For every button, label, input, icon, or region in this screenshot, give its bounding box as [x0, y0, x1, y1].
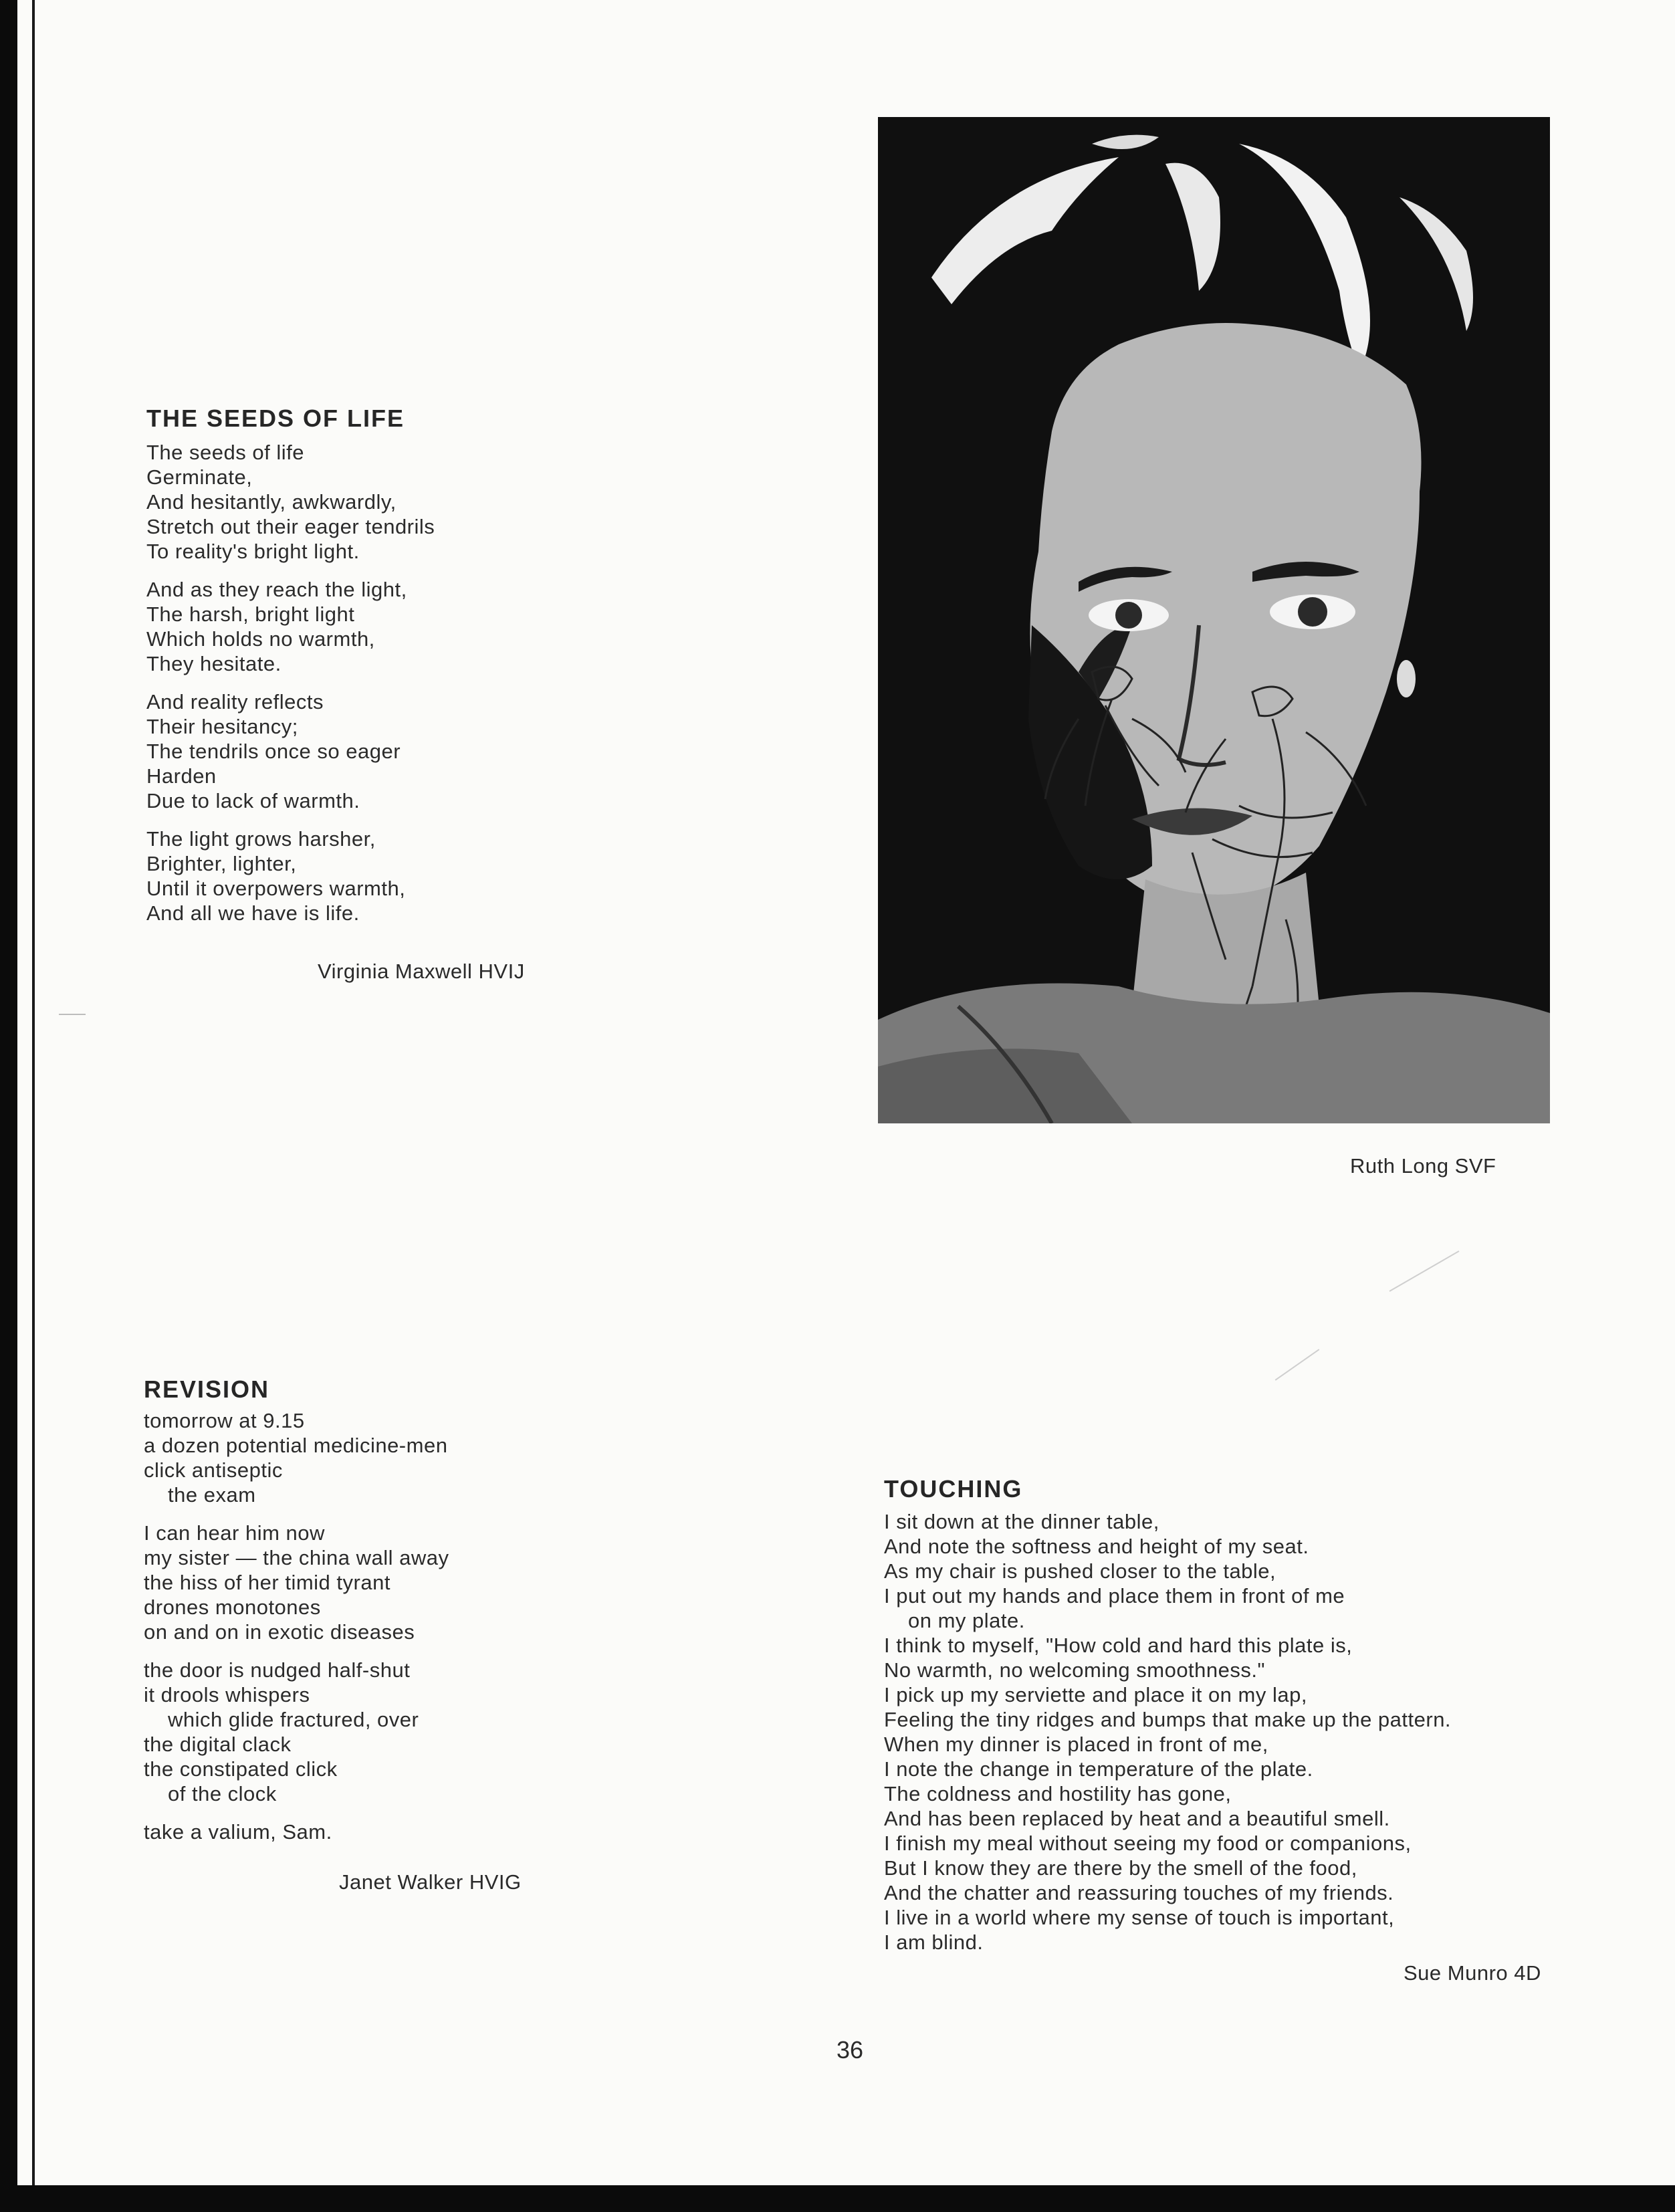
scan-mark: [1389, 1250, 1460, 1292]
poem-title: REVISION: [144, 1375, 270, 1403]
poem-line: the exam: [168, 1483, 256, 1507]
scan-mark: [1275, 1349, 1320, 1381]
poem-line: And note the softness and height of my seat.: [884, 1535, 1309, 1558]
poem-stanza: [884, 1509, 1451, 1955]
poem-line: The harsh, bright light: [146, 602, 355, 626]
poem-stanza: [146, 577, 435, 676]
poem-line: on my plate.: [908, 1609, 1025, 1632]
poem-line: Their hesitancy;: [146, 715, 298, 738]
page-edge-bottom: [0, 2185, 1675, 2212]
poem-line: And has been replaced by heat and a beautiful smell.: [884, 1807, 1390, 1830]
poem-line: of the clock: [168, 1782, 277, 1805]
poem-line: I finish my meal without seeing my food or companions,: [884, 1832, 1412, 1855]
poem-stanza: [146, 440, 435, 564]
poem-revision: [144, 1375, 449, 1844]
poem-line: Germinate,: [146, 465, 253, 489]
poem-line: As my chair is pushed closer to the table,: [884, 1559, 1276, 1583]
poem-line: I can hear him now: [144, 1521, 325, 1545]
poem-line: The tendrils once so eager: [146, 740, 401, 763]
poem-stanza: [146, 689, 435, 813]
poem-line: Brighter, lighter,: [146, 852, 297, 875]
poem-author: Sue Munro 4D: [1404, 1961, 1541, 1985]
poem-line: The seeds of life: [146, 441, 304, 464]
poem-touching: [884, 1474, 1451, 1955]
poem-line: the door is nudged half-shut: [144, 1658, 411, 1682]
poem-line: I live in a world where my sense of touch is important,: [884, 1906, 1395, 1929]
poem-stanza: [144, 1408, 449, 1507]
poem-seeds-of-life: [146, 404, 435, 925]
poem-line: take a valium, Sam.: [144, 1820, 332, 1844]
poem-line: click antiseptic: [144, 1458, 283, 1482]
artwork-credit: Ruth Long SVF: [1350, 1154, 1496, 1178]
poem-line: the hiss of her timid tyrant: [144, 1571, 390, 1594]
poem-line: And reality reflects: [146, 690, 324, 713]
poem-line: tomorrow at 9.15: [144, 1409, 305, 1432]
poem-line: No warmth, no welcoming smoothness.": [884, 1658, 1266, 1682]
poem-line: To reality's bright light.: [146, 540, 360, 563]
poem-line: The coldness and hostility has gone,: [884, 1782, 1232, 1805]
poem-line: Until it overpowers warmth,: [146, 877, 406, 900]
poem-line: Feeling the tiny ridges and bumps that make up the pattern.: [884, 1708, 1452, 1731]
poem-title: TOUCHING: [884, 1475, 1023, 1503]
poem-line: Harden: [146, 764, 217, 788]
scan-mark: [59, 1014, 86, 1015]
page-edge-left: [0, 0, 17, 2212]
poem-stanza: [146, 826, 435, 925]
poem-line: I put out my hands and place them in front of me: [884, 1584, 1345, 1608]
poem-line: I pick up my serviette and place it on my lap,: [884, 1683, 1307, 1706]
poem-line: And as they reach the light,: [146, 578, 407, 601]
poem-line: I think to myself, "How cold and hard this plate is,: [884, 1634, 1353, 1657]
poem-line: And all we have is life.: [146, 901, 360, 925]
poem-line: drones monotones: [144, 1595, 321, 1619]
poem-line: But I know they are there by the smell of the food,: [884, 1856, 1357, 1880]
poem-line: on and on in exotic diseases: [144, 1620, 415, 1644]
poem-line: I sit down at the dinner table,: [884, 1510, 1159, 1533]
portrait-illustration: [878, 117, 1550, 1123]
page-number: 36: [836, 2036, 864, 2064]
page-edge-rule: [32, 0, 35, 2212]
poem-line: which glide fractured, over: [168, 1708, 419, 1731]
poem-line: They hesitate.: [146, 652, 282, 675]
poem-author: Janet Walker HVIG: [339, 1870, 522, 1894]
poem-line: Which holds no warmth,: [146, 627, 375, 651]
poem-line: The light grows harsher,: [146, 827, 376, 851]
poem-stanza: [144, 1658, 449, 1806]
poem-line: the digital clack: [144, 1733, 292, 1756]
poem-line: When my dinner is placed in front of me,: [884, 1733, 1268, 1756]
poem-line: it drools whispers: [144, 1683, 310, 1706]
poem-stanza: [144, 1819, 449, 1844]
poem-line: And the chatter and reassuring touches of my friends.: [884, 1881, 1394, 1904]
poem-line: I note the change in temperature of the plate.: [884, 1757, 1313, 1781]
poem-line: a dozen potential medicine-men: [144, 1434, 448, 1457]
poem-line: And hesitantly, awkwardly,: [146, 490, 397, 514]
poem-line: I am blind.: [884, 1930, 984, 1954]
poem-author: Virginia Maxwell HVIJ: [318, 960, 525, 983]
poem-line: the constipated click: [144, 1757, 338, 1781]
poem-line: Stretch out their eager tendrils: [146, 515, 435, 538]
artwork-portrait: [878, 117, 1550, 1123]
poem-stanza: [144, 1521, 449, 1644]
poem-title: THE SEEDS OF LIFE: [146, 405, 405, 432]
poem-line: Due to lack of warmth.: [146, 789, 360, 812]
poem-line: my sister — the china wall away: [144, 1546, 449, 1569]
